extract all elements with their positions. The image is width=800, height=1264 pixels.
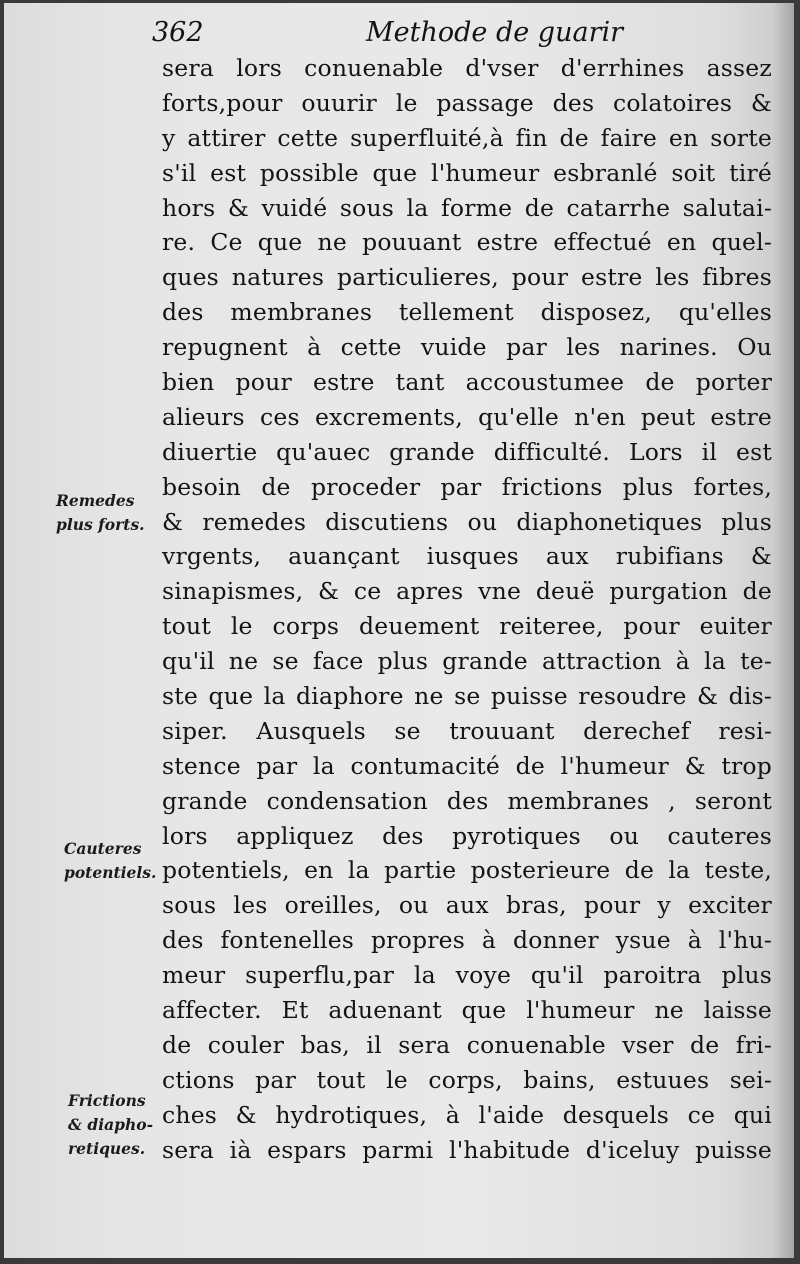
sidenote-frictions [68, 1089, 153, 1161]
text-line: sera lors conuenable d'vser d'errhines assez [162, 54, 772, 82]
text-line: hors & vuidé sous la forme de catarrhe salutai- [162, 193, 772, 222]
text-line: besoin de proceder par frictions plus fortes, [162, 472, 772, 501]
text-line: tout le corps deuement reiteree, pour euiter [162, 612, 772, 641]
text-line: s'il est possible que l'humeur esbranlé soit tiré [162, 158, 772, 187]
text-line: sous les oreilles, ou aux bras, pour y exciter [162, 891, 772, 920]
text-line: alieurs ces excrements, qu'elle n'en peut estre [162, 402, 772, 431]
text-line: des membranes tellement disposez, qu'elles [162, 298, 772, 327]
body-text [162, 51, 772, 1168]
sidenote-cauteres [64, 837, 156, 885]
page-number: 362 [152, 17, 204, 48]
text-line: meur superflu,par la voye qu'il paroitra plus [162, 961, 772, 990]
text-line: sera ià espars parmi l'habitude d'iceluy puisse [162, 1135, 772, 1164]
text-line: y attirer cette superfluité,à fin de faire en sorte [162, 123, 772, 152]
sidenote-line: Remedes [56, 491, 135, 510]
text-line: des fontenelles propres à donner ysue à l'hu- [162, 926, 772, 955]
text-line: forts,pour ouurir le passage des colatoires & [162, 88, 772, 117]
running-title: Methode de guarir [366, 17, 624, 48]
text-line: bien pour estre tant accoustumee de porter [162, 368, 772, 397]
text-line: ques natures particulieres, pour estre les fibres [162, 263, 772, 292]
page-header [4, 17, 794, 53]
sidenote-remedes [56, 489, 145, 537]
text-line: affecter. Et aduenant que l'humeur ne laisse [162, 996, 772, 1025]
sidenote-line: plus forts. [56, 515, 145, 534]
sidenote-line: retiques. [68, 1139, 146, 1158]
text-line: re. Ce que ne pouuant estre effectué en quel- [162, 228, 772, 257]
text-line: qu'il ne se face plus grande attraction à la te- [162, 647, 772, 676]
text-line: de couler bas, il sera conuenable vser de fri- [162, 1030, 772, 1059]
text-line: siper. Ausquels se trouuant derechef resi- [162, 716, 772, 745]
text-line: diuertie qu'auec grande difficulté. Lors il est [162, 437, 772, 466]
text-line: lors appliquez des pyrotiques ou cauteres [162, 821, 772, 850]
text-line: ste que la diaphore ne se puisse resoudre & dis- [162, 682, 772, 711]
text-line: ctions par tout le corps, bains, estuues sei- [162, 1065, 772, 1094]
text-line: repugnent à cette vuide par les narines. Ou [162, 333, 772, 362]
sidenote-line: potentiels. [64, 863, 157, 882]
sidenote-line: & diapho- [68, 1115, 154, 1134]
text-line: vrgents, auançant iusques aux rubifians & [162, 542, 772, 571]
sidenote-line: Cauteres [64, 839, 142, 858]
text-line: & remedes discutiens ou diaphonetiques plus [162, 507, 772, 536]
book-page [4, 3, 794, 1258]
text-line: ches & hydrotiques, à l'aide desquels ce qui [162, 1100, 772, 1129]
text-line: grande condensation des membranes , seront [162, 786, 772, 815]
text-line: stence par la contumacité de l'humeur & trop [162, 751, 772, 780]
sidenote-line: Frictions [68, 1091, 146, 1110]
text-line: sinapismes, & ce apres vne deuë purgation de [162, 577, 772, 606]
page-edge-shadow [772, 3, 794, 1258]
text-line: potentiels, en la partie posterieure de la teste, [162, 856, 772, 885]
